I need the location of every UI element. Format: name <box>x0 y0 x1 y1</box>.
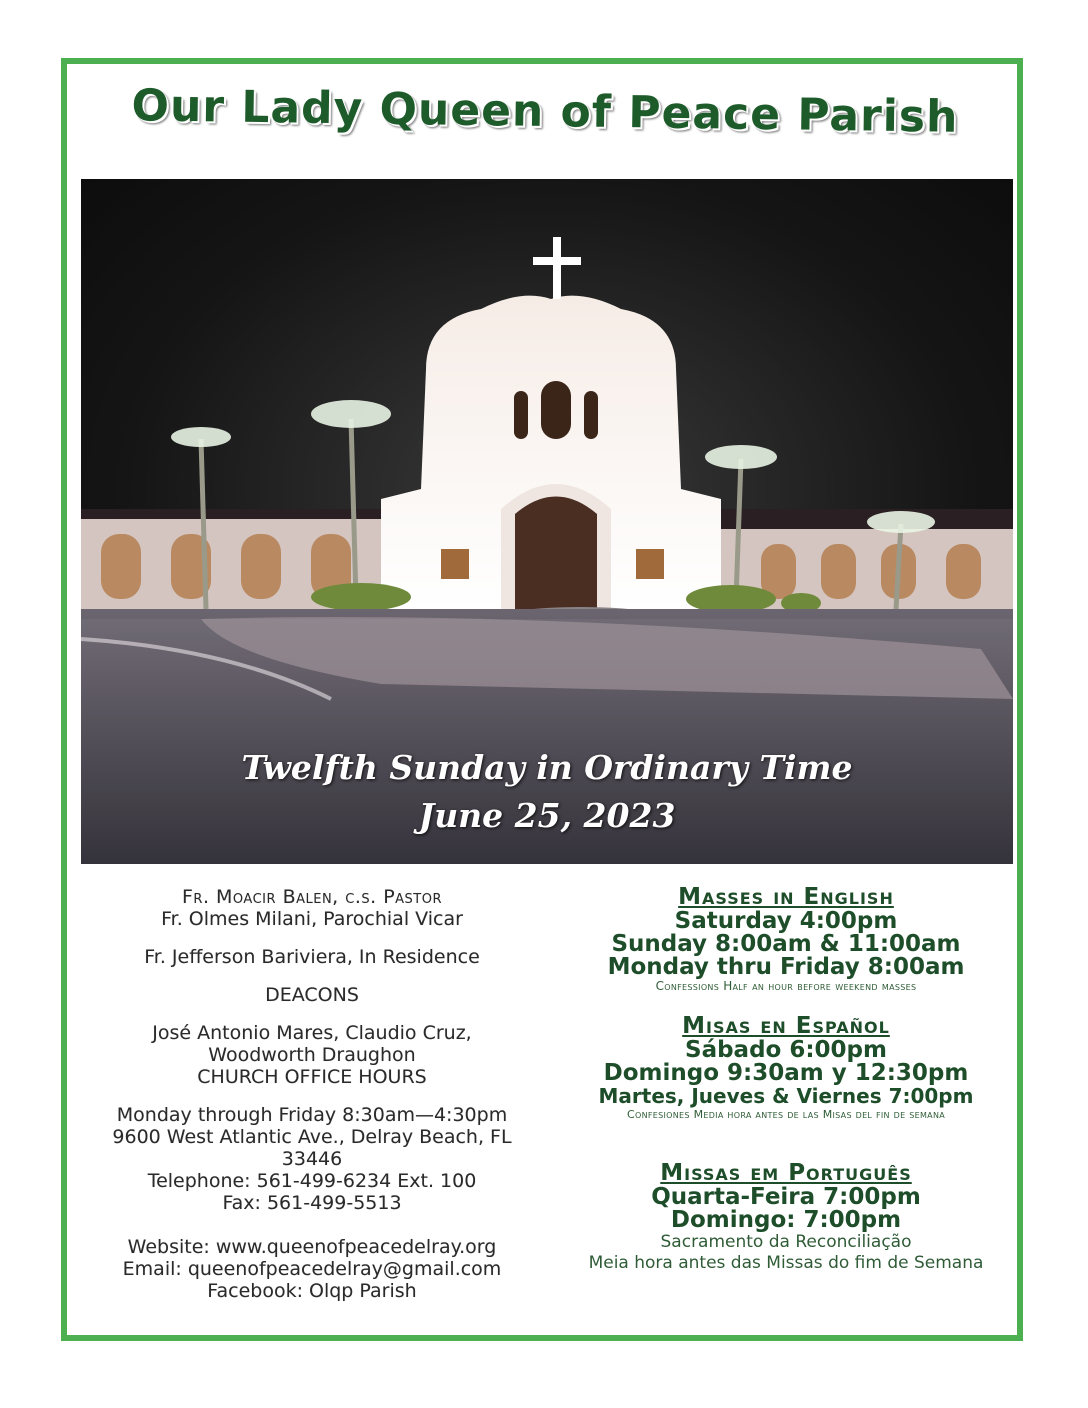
spanish-weekday: Martes, Jueves & Viernes 7:00pm <box>598 1084 974 1108</box>
office-hours: Monday through Friday 8:30am—4:30pm <box>116 1104 508 1126</box>
portuguese-wednesday: Quarta-Feira 7:00pm <box>651 1184 921 1210</box>
english-weekday: Monday thru Friday 8:00am <box>607 954 965 980</box>
parish-info <box>96 886 528 1302</box>
parish-title: Our Lady Queen of Peace Parish <box>131 80 959 143</box>
portuguese-sacrament: Sacramento da Reconciliação <box>660 1232 912 1252</box>
portuguese-sunday: Domingo: 7:00pm <box>670 1207 902 1233</box>
fax: Fax: 561-499-5513 <box>222 1192 402 1214</box>
address-line-1: 9600 West Atlantic Ave., Delray Beach, FL <box>112 1126 512 1148</box>
residence-name: Fr. Jefferson Bariviera, In Residence <box>144 946 480 968</box>
pastor-name: Fr. Moacir Balen, c.s. Pastor <box>181 886 443 908</box>
english-confessions: Confessions Half an hour before weekend masses <box>655 979 917 993</box>
facebook: Facebook: Olqp Parish <box>207 1280 417 1302</box>
address-line-2: 33446 <box>281 1148 343 1170</box>
portuguese-heading: Missas em Português <box>660 1160 912 1186</box>
deacons-line-2: Woodworth Draughon <box>208 1044 416 1066</box>
english-sunday: Sunday 8:00am & 11:00am <box>611 931 961 957</box>
deacons-heading: DEACONS <box>265 984 359 1006</box>
english-heading: Masses in English <box>678 884 894 910</box>
spanish-heading: Misas en Español <box>682 1013 890 1039</box>
mass-schedule <box>566 884 1006 1274</box>
email: Email: queenofpeacedelray@gmail.com <box>122 1258 502 1280</box>
portuguese-confessions: Meia hora antes das Missas do fim de Semana <box>588 1253 984 1273</box>
english-saturday: Saturday 4:00pm <box>674 908 898 934</box>
spanish-confessions: Confesiones Media hora antes de las Misas del fin de semana <box>627 1108 945 1121</box>
liturgical-day: Twelfth Sunday in Ordinary Time <box>241 748 853 787</box>
bulletin-date: June 25, 2023 <box>418 796 676 835</box>
office-hours-heading: CHURCH OFFICE HOURS <box>197 1066 427 1088</box>
telephone: Telephone: 561-499-6234 Ext. 100 <box>147 1170 477 1192</box>
website: Website: www.queenofpeacedelray.org <box>127 1236 497 1258</box>
spanish-saturday: Sábado 6:00pm <box>685 1037 887 1063</box>
vicar-name: Fr. Olmes Milani, Parochial Vicar <box>161 908 463 930</box>
deacons-line-1: José Antonio Mares, Claudio Cruz, <box>152 1022 472 1044</box>
spanish-sunday: Domingo 9:30am y 12:30pm <box>603 1060 969 1086</box>
